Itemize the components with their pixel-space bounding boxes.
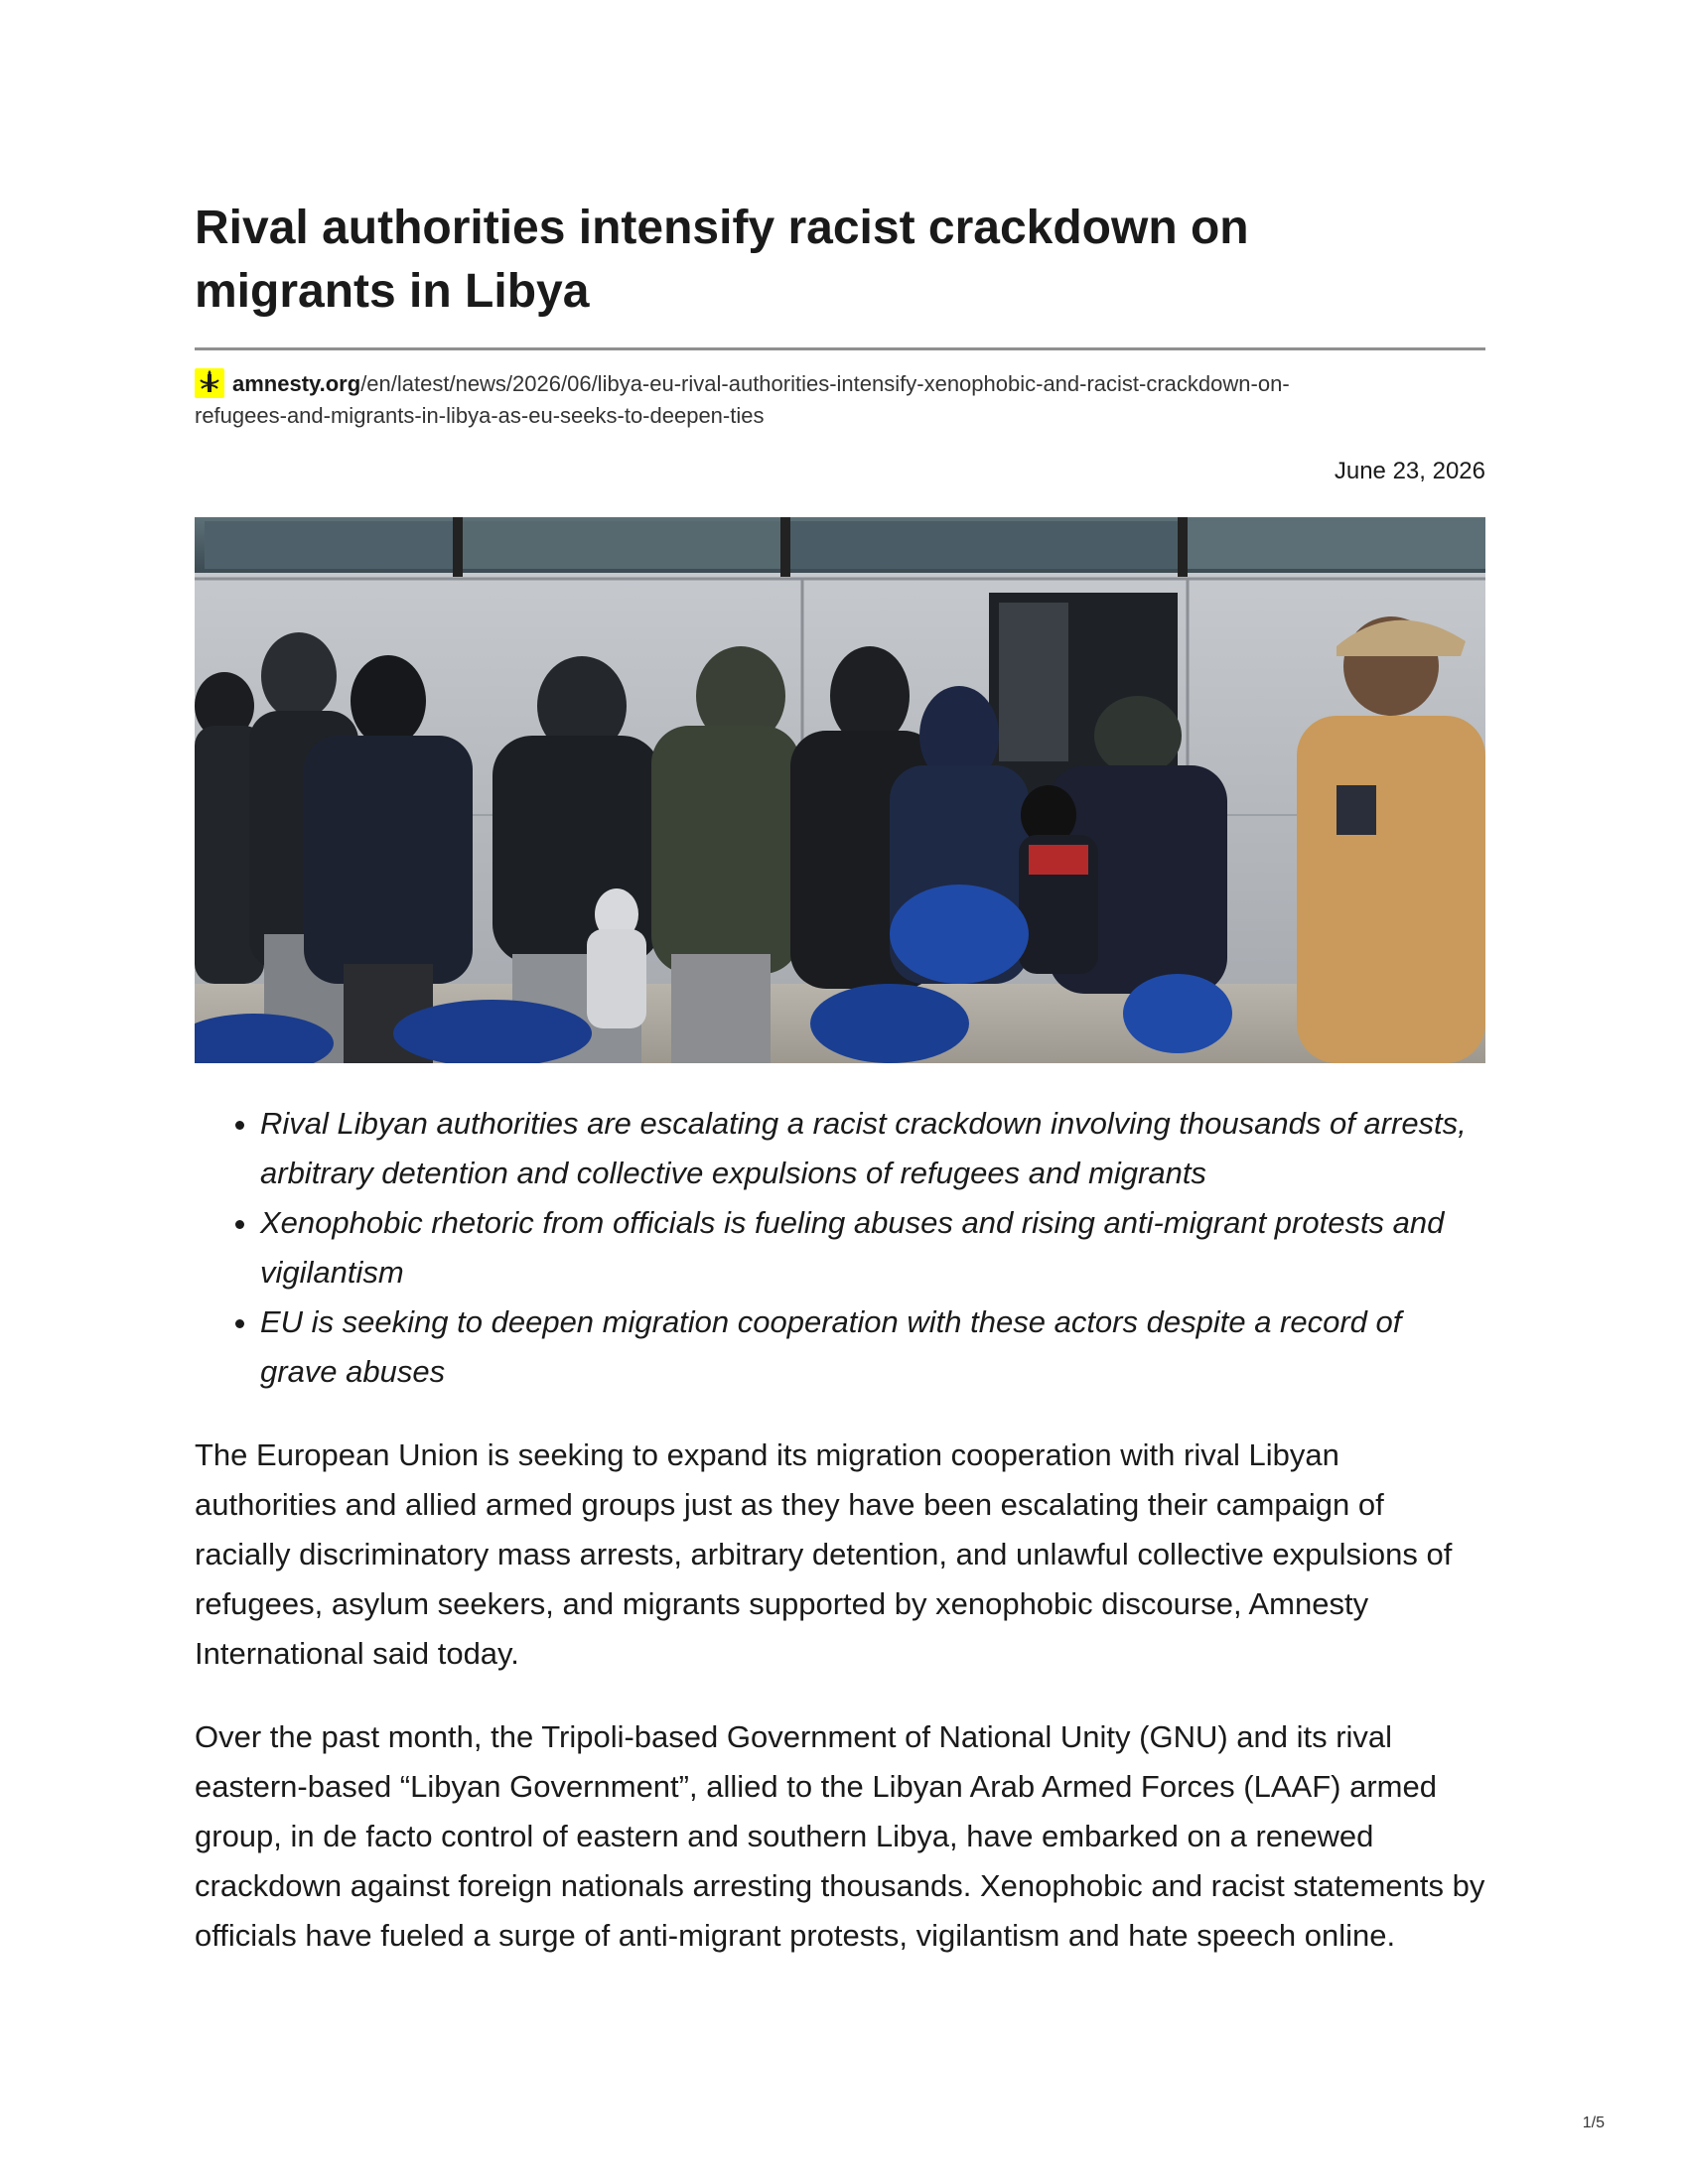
- source-path-line2[interactable]: refugees-and-migrants-in-libya-as-eu-seeks-to-deepen-ties: [195, 403, 765, 428]
- article-title: Rival authorities intensify racist crackdown on migrants in Libya: [195, 202, 1249, 318]
- list-item: • Rival Libyan authorities are escalating a racist crackdown involving thousands of arrests, arbitrary detention and collective expulsions of refugees and migrants: [260, 1099, 1485, 1198]
- body-paragraph: Over the past month, the Tripoli-based Government of National Unity (GNU) and its rival eastern-based “Libyan Government”, allied to the Libyan Arab Armed Forces (LAAF) armed group, in de facto control of eastern and southern Libya, have embarked on a renewed crackdown against foreign nationals arresting thousands. Xenophobic and racist statements by officials have fueled a surge of anti-migrant protests, vigilantism and hate speech online.: [195, 1719, 1485, 1953]
- hero-photo: [195, 517, 1485, 1063]
- page-number: 1/5: [1582, 2115, 1605, 2131]
- body-paragraph: The European Union is seeking to expand its migration cooperation with rival Libyan authorities and allied armed groups just as they have been escalating their campaign of racially discriminatory mass arrests, arbitrary detention, and unlawful collective expulsions of refugees, asylum seekers, and migrants supported by xenophobic discourse, Amnesty International said today.: [195, 1437, 1453, 1671]
- source-link[interactable]: [195, 368, 1485, 432]
- article-page: [195, 197, 1485, 1961]
- list-item: • Xenophobic rhetoric from officials is fueling abuses and rising anti-migrant protests and vigilantism: [260, 1198, 1485, 1297]
- key-points-list: [195, 1099, 1485, 1397]
- source-path-line1[interactable]: /en/latest/news/2026/06/libya-eu-rival-authorities-intensify-xenophobic-and-racist-crackdown-on-: [360, 371, 1290, 396]
- list-item: • EU is seeking to deepen migration cooperation with these actors despite a record of grave abuses: [260, 1297, 1485, 1397]
- amnesty-candle-icon: [195, 368, 224, 398]
- source-domain[interactable]: amnesty.org: [232, 371, 361, 396]
- title-divider: [195, 347, 1485, 350]
- article-date: June 23, 2026: [1334, 458, 1485, 484]
